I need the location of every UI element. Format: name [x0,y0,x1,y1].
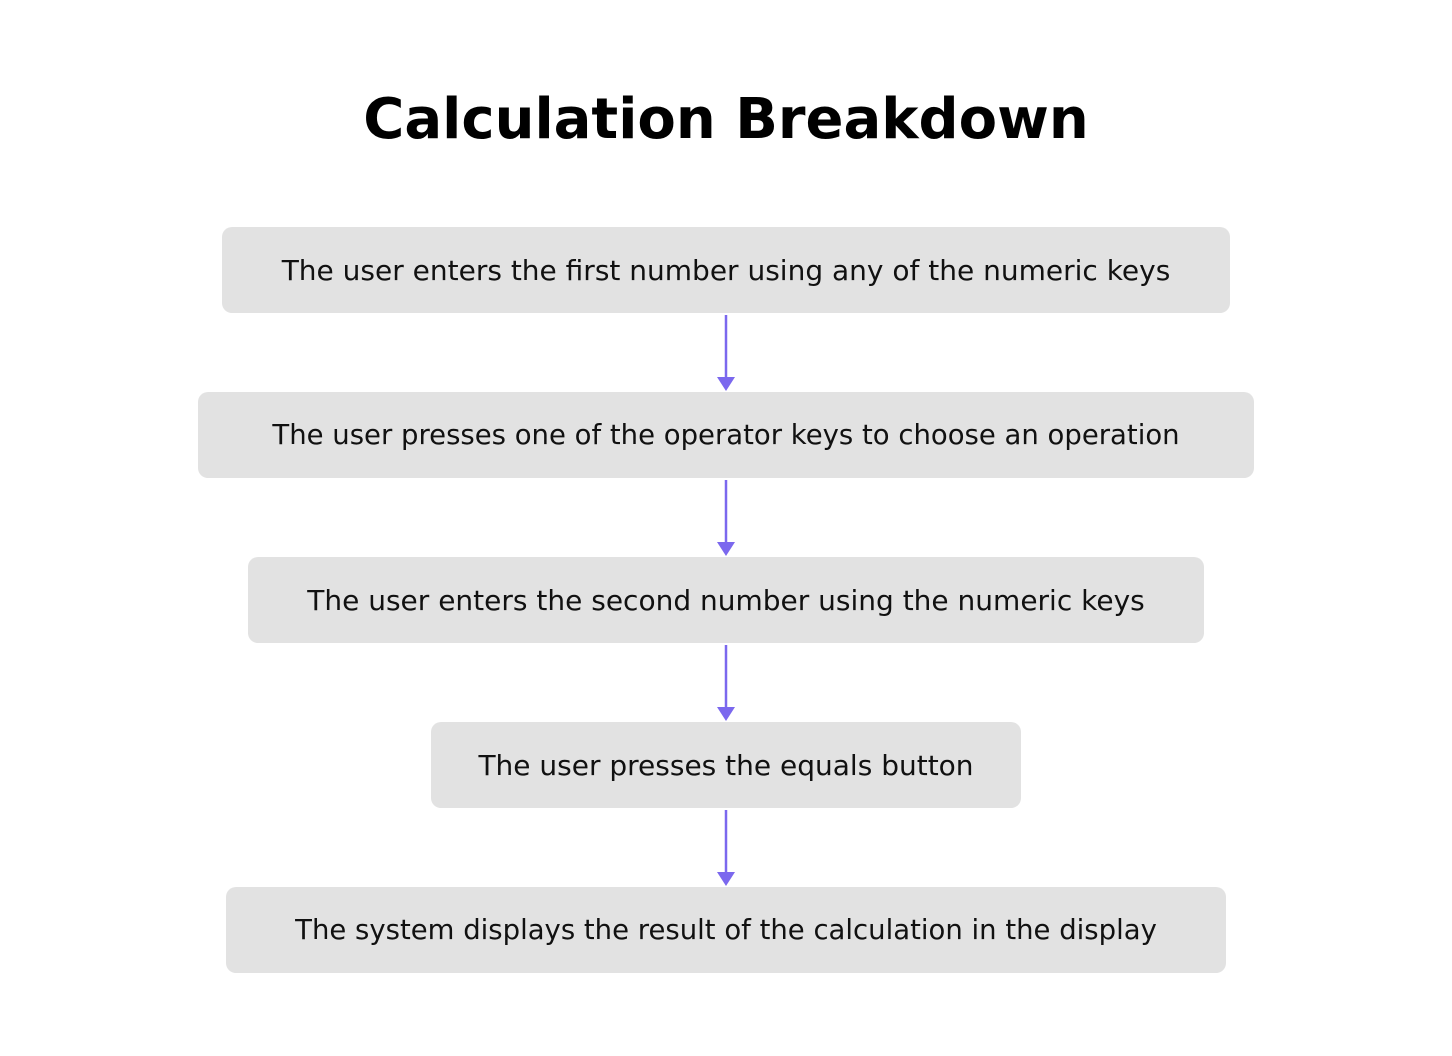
flow-step-label: The user enters the second number using the numeric keys [307,583,1145,617]
arrow-1-to-2 [717,315,735,391]
flow-step-label: The system displays the result of the calculation in the display [295,914,1157,946]
flow-step-label: The user presses one of the operator keys to choose an operation [272,419,1180,451]
arrow-2-to-3 [717,480,735,556]
arrow-4-to-5 [717,810,735,886]
diagram-title: Calculation Breakdown [363,87,1089,152]
arrow-3-to-4 [717,645,735,721]
flow-step-label: The user presses the equals button [478,748,974,782]
flow-step-label: The user enters the first number using any of the numeric keys [281,253,1171,287]
